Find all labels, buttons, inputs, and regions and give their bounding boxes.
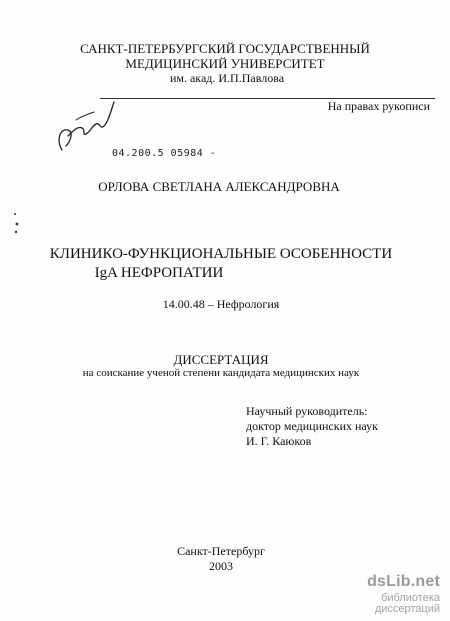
title-line-1: КЛИНИКО-ФУНКЦИОНАЛЬНЫЕ ОСОБЕННОСТИ [49, 246, 393, 262]
manuscript-note: На правах рукописи [327, 99, 430, 113]
dslib-watermark [330, 574, 440, 615]
university-line-3: им. акад. И.П.Павлова [169, 71, 285, 85]
supervisor-degree: доктор медицинских наук [246, 419, 378, 433]
city: Санкт-Петербург [177, 544, 265, 558]
supervisor-name: И. Г. Каюков [246, 434, 312, 448]
work-type: ДИССЕРТАЦИЯ [173, 352, 269, 367]
registration-stamp: 04.200.5 05984 - [112, 148, 217, 159]
title-line-2: IgA НЕФРОПАТИИ [94, 265, 224, 281]
degree-line: на соискание ученой степени кандидата медицинских наук [82, 367, 360, 379]
university-line-2: МЕДИЦИНСКИЙ УНИВЕРСИТЕТ [125, 56, 325, 71]
watermark-tagline: библиотека диссертаций [374, 592, 440, 615]
specialty-code: 14.00.48 – Нефрология [162, 297, 280, 311]
author-name: ОРЛОВА СВЕТЛАНА АЛЕКСАНДРОВНА [98, 179, 340, 194]
supervisor-label: Научный руководитель: [246, 404, 368, 418]
watermark-logo: dsLib.net [367, 573, 440, 590]
year: 2003 [209, 559, 233, 573]
university-line-1: САНКТ-ПЕТЕРБУРГСКИЙ ГОСУДАРСТВЕННЫЙ [80, 41, 370, 56]
handwritten-signature [48, 96, 118, 166]
scan-specks [10, 210, 24, 240]
